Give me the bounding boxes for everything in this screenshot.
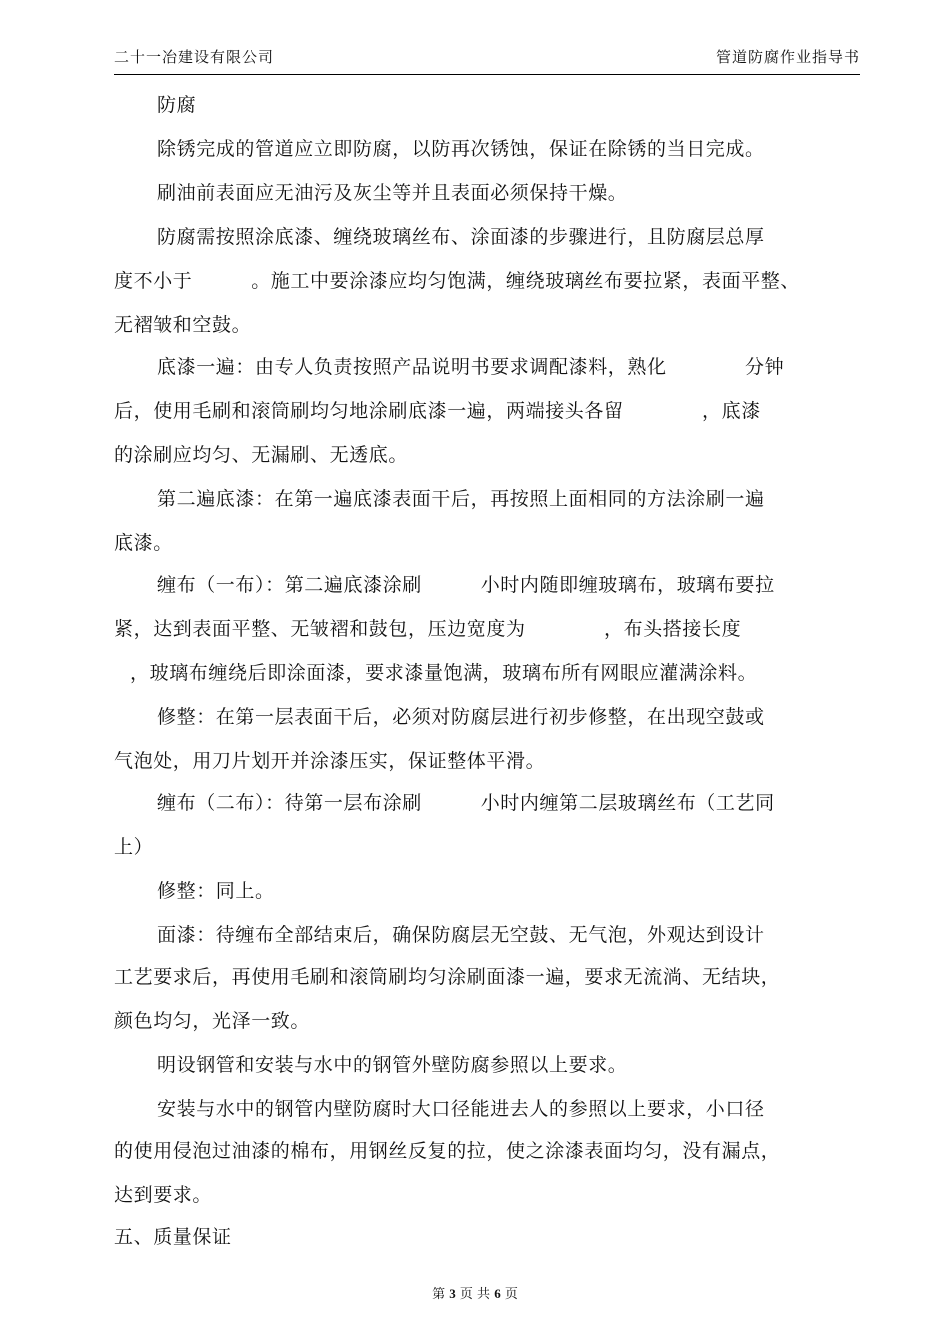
paragraph-line: 上） [114,836,154,858]
paragraph-line: ，玻璃布缠绕后即涂面漆，要求漆量饱满，玻璃布所有网眼应灌满涂料。 [130,662,758,684]
paragraph-line: 防腐 [157,94,197,116]
paragraph-line: 明设钢管和安装与水中的钢管外壁防腐参照以上要求。 [157,1054,628,1076]
paragraph-line: 的涂刷应均匀、无漏刷、无透底。 [114,444,409,466]
paragraph-line: 底漆。 [114,532,173,554]
paragraph-line: 紧，达到表面平整、无皱褶和鼓包，压边宽度为 ，布头搭接长度 [114,618,742,640]
paragraph-line: 除锈完成的管道应立即防腐，以防再次锈蚀，保证在除锈的当日完成。 [157,138,765,160]
paragraph-line: 防腐需按照涂底漆、缠绕玻璃丝布、涂面漆的步骤进行，且防腐层总厚 [157,226,765,248]
company-name: 二十一冶建设有限公司 [114,48,275,66]
paragraph-line: 修整：在第一层表面干后，必须对防腐层进行初步修整，在出现空鼓或 [157,706,765,728]
page-footer [0,1283,950,1302]
paragraph-line: 无褶皱和空鼓。 [114,314,252,336]
paragraph-line: 缠布（一布）：第二遍底漆涂刷 小时内随即缠玻璃布，玻璃布要拉 [157,574,775,596]
paragraph-line: 气泡处，用刀片划开并涂漆压实，保证整体平滑。 [114,750,546,772]
paragraph-line: 的使用侵泡过油漆的棉布，用钢丝反复的拉，使之涂漆表面均匀，没有漏点， [114,1140,781,1162]
paragraph-line: 工艺要求后，再使用毛刷和滚筒刷均匀涂刷面漆一遍，要求无流淌、无结块， [114,966,781,988]
page-number: 3 [449,1286,456,1301]
paragraph-line: 修整：同上。 [157,880,275,902]
paragraph-line: 刷油前表面应无油污及灰尘等并且表面必须保持干燥。 [157,182,628,204]
section-heading: 五、质量保证 [114,1226,232,1248]
page-header [114,44,860,75]
paragraph-line: 后，使用毛刷和滚筒刷均匀地涂刷底漆一遍，两端接头各留 ，底漆 [114,400,761,422]
page-prefix: 第 [432,1287,446,1302]
paragraph-line: 缠布（二布）：待第一层布涂刷 小时内缠第二层玻璃丝布（工艺同 [157,792,775,814]
paragraph-line: 安装与水中的钢管内壁防腐时大口径能进去人的参照以上要求，小口径 [157,1098,765,1120]
total-pages: 6 [494,1286,501,1301]
paragraph-line: 度不小于 。施工中要涂漆应均匀饱满，缠绕玻璃丝布要拉紧，表面平整、 [114,270,801,292]
paragraph-line: 第二遍底漆：在第一遍底漆表面干后，再按照上面相同的方法涂刷一遍 [157,488,765,510]
paragraph-line: 面漆：待缠布全部结束后，确保防腐层无空鼓、无气泡，外观达到设计 [157,924,765,946]
page-middle: 页 共 [459,1287,491,1302]
paragraph-line: 底漆一遍：由专人负责按照产品说明书要求调配漆料，熟化 分钟 [157,356,785,378]
paragraph-line: 颜色均匀，光泽一致。 [114,1010,311,1032]
page-suffix: 页 [504,1287,518,1302]
paragraph-line: 达到要求。 [114,1184,213,1206]
document-title: 管道防腐作业指导书 [715,48,860,66]
